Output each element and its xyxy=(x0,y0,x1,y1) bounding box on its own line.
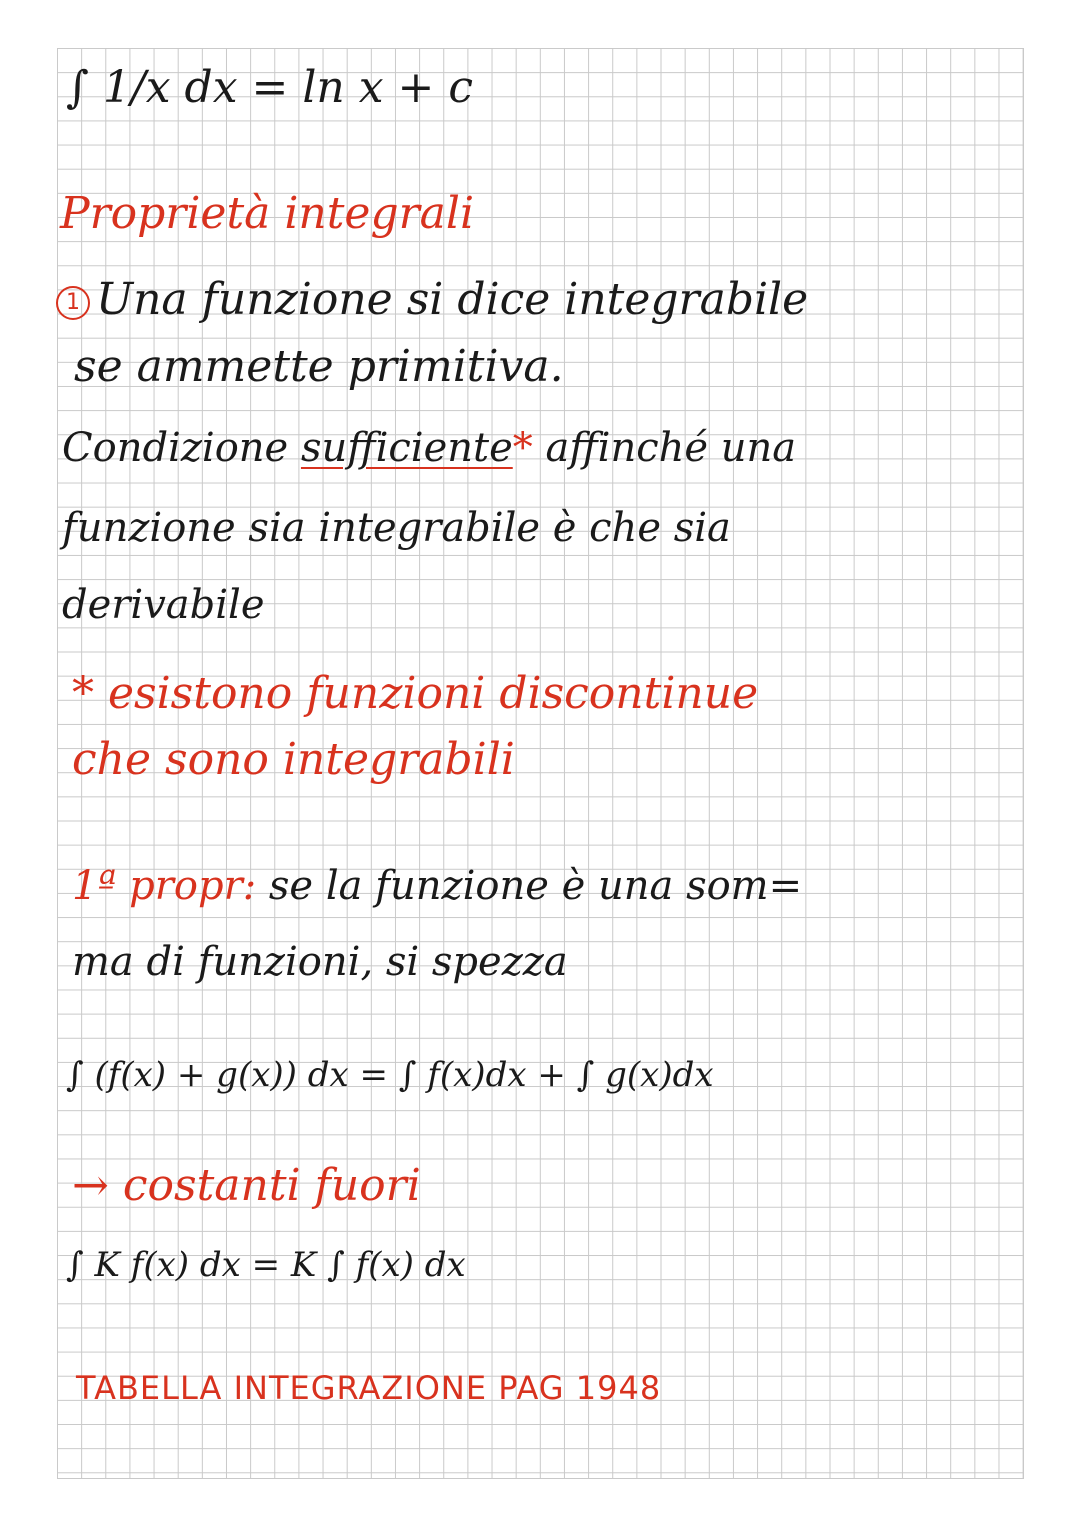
condition-underlined-word: sufficiente xyxy=(300,425,513,471)
condition-line-3: derivabile xyxy=(62,582,265,628)
section-heading: Proprietà integrali xyxy=(60,188,475,239)
constants-note: → costanti fuori xyxy=(72,1160,421,1211)
footnote-line-2: che sono integrabili xyxy=(72,734,515,785)
item-1-line-2: se ammette primitiva. xyxy=(74,341,564,392)
condition-asterisk: * xyxy=(512,425,533,471)
condition-line-2: funzione sia integrabile è che sia xyxy=(62,505,731,551)
item-1-text: Una funzione si dice integrabile xyxy=(96,274,809,325)
formula-constant-rule: ∫ K f(x) dx = K ∫ f(x) dx xyxy=(66,1245,466,1285)
property-1-line-1 xyxy=(72,863,803,909)
condition-part-1: Condizione xyxy=(62,425,301,471)
condition-line-1 xyxy=(62,425,797,471)
property-1-line-2: ma di funzioni, si spezza xyxy=(72,939,568,985)
formula-integral-1-over-x: ∫ 1/x dx = ln x + c xyxy=(66,62,474,113)
item-1-line-1 xyxy=(56,274,809,325)
property-1-label: 1ª propr: xyxy=(72,863,257,909)
condition-part-2: affinché una xyxy=(532,425,797,471)
formula-sum-rule: ∫ (f(x) + g(x)) dx = ∫ f(x)dx + ∫ g(x)dx xyxy=(66,1055,714,1095)
item-number-badge: 1 xyxy=(56,286,90,320)
table-reference: TABELLA INTEGRAZIONE PAG 1948 xyxy=(76,1369,662,1407)
property-1-text: se la funzione è una som= xyxy=(256,863,803,909)
footnote-line-1: * esistono funzioni discontinue xyxy=(72,668,759,719)
